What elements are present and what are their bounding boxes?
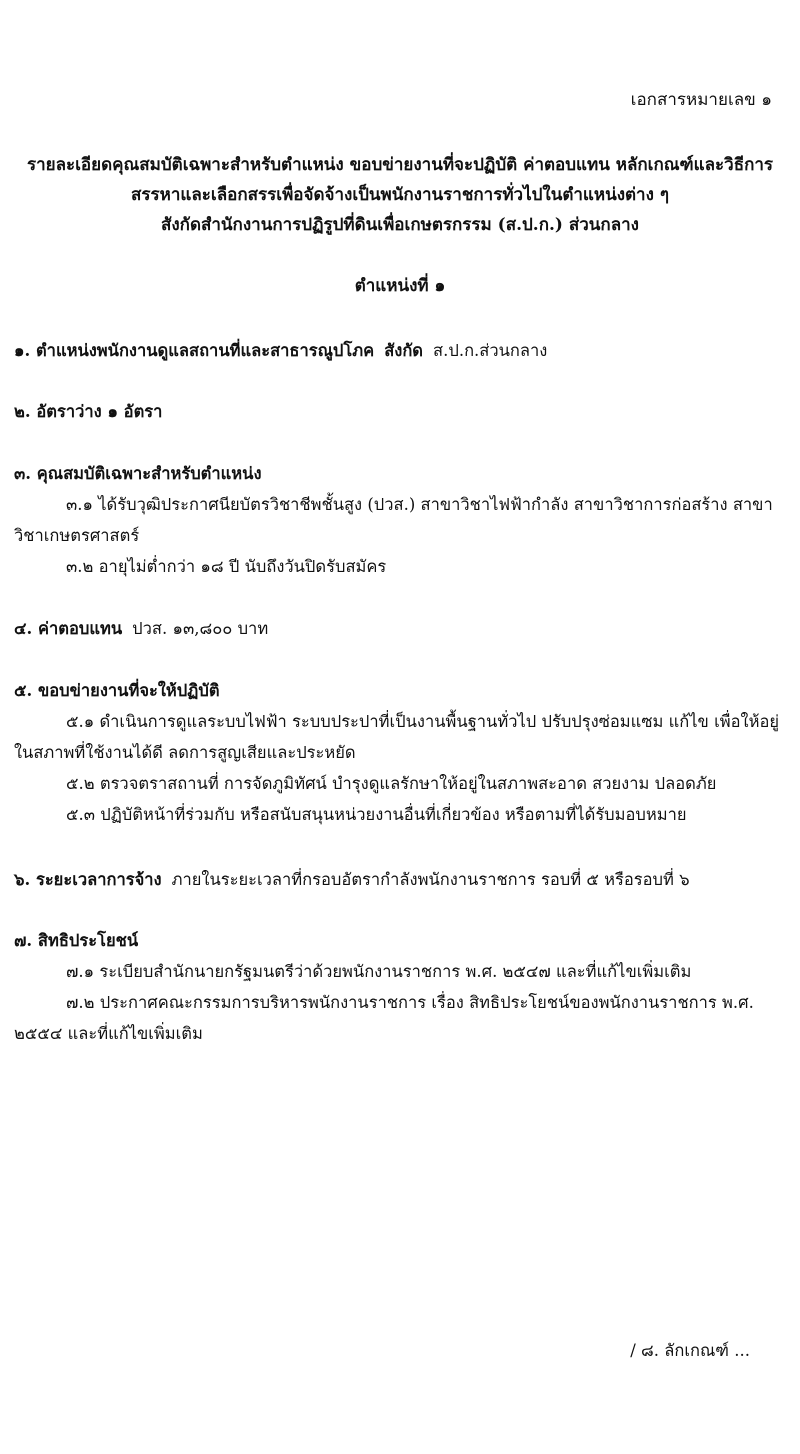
continuation-mark: / ๘. ลักเกณฑ์ ...	[630, 1341, 750, 1360]
section-2-heading: ๒. อัตราว่าง ๑ อัตรา	[14, 402, 163, 421]
document-title	[0, 150, 800, 240]
section-compensation	[14, 613, 790, 644]
section-3-heading: ๓. คุณสมบัติเฉพาะสำหรับตำแหน่ง	[14, 464, 262, 483]
section-6-heading: ๖. ระยะเวลาการจ้าง	[14, 870, 162, 889]
section-employment-period	[14, 864, 790, 895]
section-5-item-3: ๕.๓ ปฏิบัติหน้าที่ร่วมกับ หรือสนับสนุนหน่วยงานอื่นที่เกี่ยวข้อง หรือตามที่ได้รับมอบหมาย	[66, 805, 687, 824]
title-line-1: รายละเอียดคุณสมบัติเฉพาะสำหรับตำแหน่ง ขอบข่ายงานที่จะปฏิบัติ ค่าตอบแทน หลักเกณฑ์และวิธีการ	[26, 155, 774, 175]
section-5-item-1: ๕.๑ ดำเนินการดูแลระบบไฟฟ้า ระบบประปาที่เป็นงานพื้นฐานทั่วไป ปรับปรุงซ่อมแซม แก้ไข เพื่อให้อยู่ในสภาพที่ใช้งานได้ดี ลดการสูญเสียและประหยัด	[14, 712, 780, 762]
section-position-title	[14, 335, 790, 366]
section-1-affil-label: สังกัด	[384, 341, 424, 360]
section-3-item-2: ๓.๒ อายุไม่ต่ำกว่า ๑๘ ปี นับถึงวันปิดรับสมัคร	[66, 557, 387, 576]
section-7-item-1: ๗.๑ ระเบียบสำนักนายกรัฐมนตรีว่าด้วยพนักงานราชการ พ.ศ. ๒๕๔๗ และที่แก้ไขเพิ่มเติม	[66, 962, 692, 981]
section-5-item-2: ๕.๒ ตรวจตราสถานที่ การจัดภูมิทัศน์ บำรุงดูแลรักษาให้อยู่ในสภาพสะอาด สวยงาม ปลอดภัย	[66, 774, 717, 793]
section-job-scope	[14, 675, 790, 830]
section-7-heading: ๗. สิทธิประโยชน์	[14, 931, 139, 950]
section-4-heading: ๔. ค่าตอบแทน	[14, 619, 123, 638]
section-7-item-2: ๗.๒ ประกาศคณะกรรมการบริหารพนักงานราชการ เรื่อง สิทธิประโยชน์ของพนักงานราชการ พ.ศ. ๒๕๕๔ และที่แก้ไขเพิ่มเติม	[14, 993, 754, 1043]
section-4-value: ปวส. ๑๓,๘๐๐ บาท	[132, 619, 269, 638]
position-heading: ตำแหน่งที่ ๑	[354, 276, 446, 296]
section-benefits	[14, 925, 790, 1049]
title-line-3: สังกัดสำนักงานการปฏิรูปที่ดินเพื่อเกษตรกรรม (ส.ป.ก.) ส่วนกลาง	[161, 215, 639, 235]
title-line-2: สรรหาและเลือกสรรเพื่อจัดจ้างเป็นพนักงานราชการทั่วไปในตำแหน่งต่าง ๆ	[131, 185, 669, 205]
document-number: เอกสารหมายเลข ๑	[630, 90, 772, 110]
section-6-value: ภายในระยะเวลาที่กรอบอัตรากำลังพนักงานราชการ รอบที่ ๕ หรือรอบที่ ๖	[171, 870, 690, 889]
section-1-affil-value: ส.ป.ก.ส่วนกลาง	[433, 341, 548, 360]
section-qualifications	[14, 458, 790, 582]
section-vacancy	[14, 396, 790, 427]
section-5-heading: ๕. ขอบข่ายงานที่จะให้ปฏิบัติ	[14, 681, 220, 700]
section-1-heading: ๑. ตำแหน่งพนักงานดูแลสถานที่และสาธารณูปโภค	[14, 341, 375, 360]
section-3-item-1: ๓.๑ ได้รับวุฒิประกาศนียบัตรวิชาชีพชั้นสูง (ปวส.) สาขาวิชาไฟฟ้ากำลัง สาขาวิชาการก่อสร้าง สาขาวิชาเกษตรศาสตร์	[14, 495, 773, 545]
